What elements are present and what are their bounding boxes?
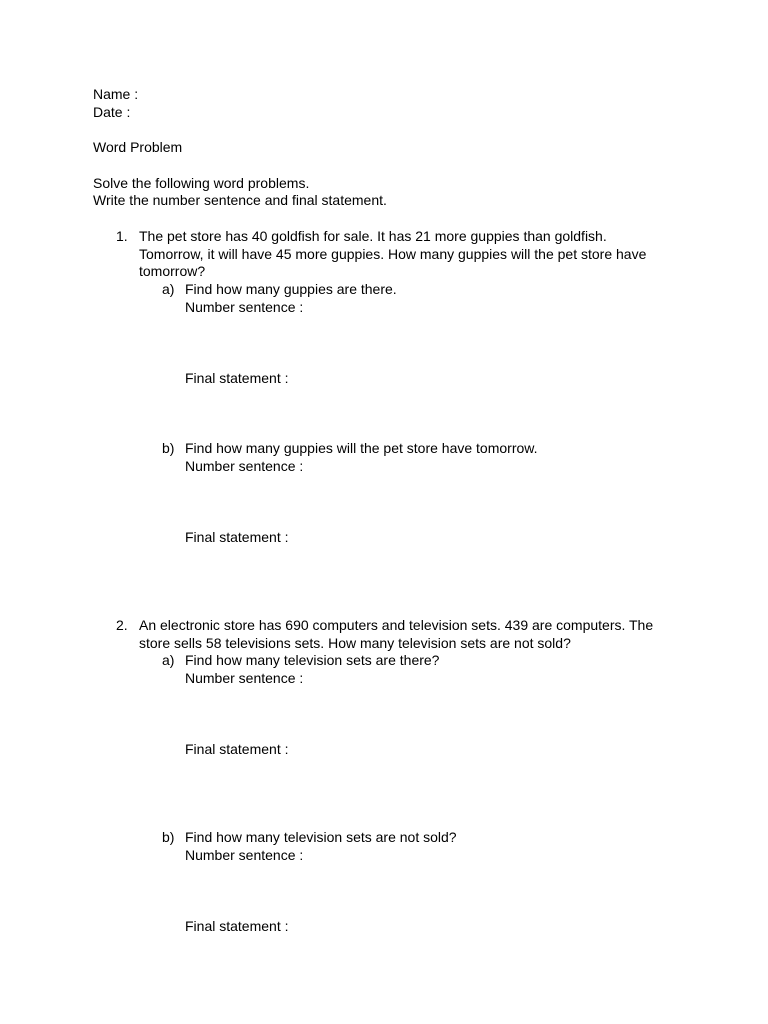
name-label: Name : (93, 86, 139, 102)
part-prompt: Find how many guppies are there. (185, 281, 397, 297)
worksheet-title: Word Problem (93, 139, 183, 155)
part-letter: a) (162, 652, 175, 668)
question-number: 1. (116, 228, 128, 244)
part-letter: b) (162, 829, 175, 845)
final-statement-label: Final statement : (185, 918, 289, 934)
part-prompt: Find how many guppies will the pet store have tomorrow. (185, 440, 538, 456)
question-text-line: Tomorrow, it will have 45 more guppies. How many guppies will the pet store have (139, 246, 647, 262)
number-sentence-label: Number sentence : (185, 847, 304, 863)
number-sentence-label: Number sentence : (185, 670, 304, 686)
part-prompt: Find how many television sets are not sold? (185, 829, 457, 845)
part-letter: b) (162, 440, 175, 456)
final-statement-label: Final statement : (185, 370, 289, 386)
question-text-line: store sells 58 televisions sets. How many television sets are not sold? (139, 635, 571, 651)
instruction-line-1: Solve the following word problems. (93, 175, 310, 191)
final-statement-label: Final statement : (185, 529, 289, 545)
instruction-line-2: Write the number sentence and final statement. (93, 192, 387, 208)
date-label: Date : (93, 104, 131, 120)
number-sentence-label: Number sentence : (185, 299, 304, 315)
question-text-line: An electronic store has 690 computers and television sets. 439 are computers. The (139, 617, 654, 633)
part-letter: a) (162, 281, 175, 297)
question-text-line: The pet store has 40 goldfish for sale. It has 21 more guppies than goldfish. (139, 228, 607, 244)
part-prompt: Find how many television sets are there? (185, 652, 440, 668)
final-statement-label: Final statement : (185, 741, 289, 757)
question-number: 2. (116, 617, 128, 633)
number-sentence-label: Number sentence : (185, 458, 304, 474)
question-text-line: tomorrow? (139, 263, 206, 279)
